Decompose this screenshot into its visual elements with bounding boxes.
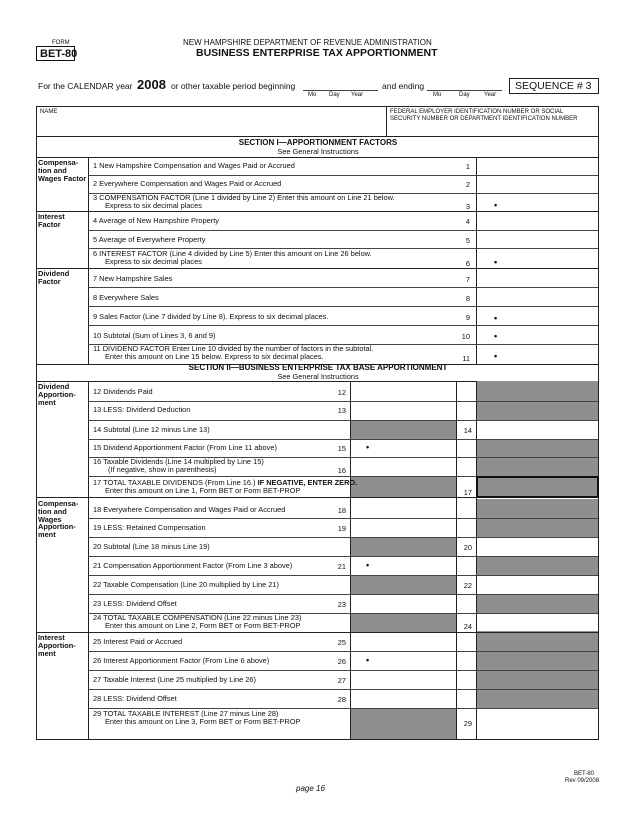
line-15-num: 15 bbox=[337, 444, 346, 453]
begin-year: Year bbox=[351, 92, 364, 98]
name-box-bottom bbox=[36, 136, 599, 137]
s1-group-dividend: Dividend Factor bbox=[38, 269, 70, 286]
line-22-amount-field[interactable] bbox=[478, 576, 596, 593]
line-14-amount-field[interactable] bbox=[478, 421, 596, 438]
decimal-point-icon: • bbox=[494, 351, 498, 361]
s2-label-col bbox=[88, 381, 89, 739]
footer-form-id: BET-80 bbox=[574, 771, 595, 777]
line-5-text: 5 Average of Everywhere Property bbox=[93, 235, 206, 244]
table-left-border bbox=[36, 136, 37, 739]
line-6-num: 6 bbox=[465, 259, 470, 268]
line-20-amount-field[interactable] bbox=[478, 538, 596, 555]
line-23-num: 23 bbox=[337, 600, 346, 609]
line-1-text: 1 New Hampshire Compensation and Wages Paid or Accrued bbox=[93, 161, 295, 170]
s2-row-sep bbox=[88, 594, 598, 595]
line-16-amount-field[interactable] bbox=[352, 458, 454, 475]
line-17-text-bold: IF NEGATIVE, ENTER ZERO. bbox=[257, 478, 358, 487]
line-9-text: 9 Sales Factor (Line 7 divided by Line 8). Express to six decimal places. bbox=[93, 312, 329, 321]
form-number: BET-80 bbox=[40, 48, 78, 60]
line-18-amount-field[interactable] bbox=[352, 499, 454, 517]
section2-subtitle: See General Instructions bbox=[277, 372, 359, 381]
line-25-amount-field[interactable] bbox=[352, 633, 454, 650]
s1-amount-col bbox=[476, 157, 477, 364]
section1-title: SECTION I—APPORTIONMENT FACTORS bbox=[238, 138, 398, 147]
line-29-amount-field[interactable] bbox=[478, 710, 596, 738]
line-7-amount-field[interactable] bbox=[478, 269, 596, 286]
tax-year: 2008 bbox=[137, 77, 166, 92]
line-1-amount-field[interactable] bbox=[478, 158, 596, 174]
line-15-amount-field[interactable] bbox=[352, 440, 454, 456]
form-label: FORM bbox=[52, 40, 70, 46]
line-3-text-2: Express to six decimal places bbox=[105, 201, 202, 210]
table-right-border bbox=[598, 136, 599, 739]
line-3-text: 3 COMPENSATION FACTOR (Line 1 divided by Line 2) Enter this amount on Line 21 below. bbox=[93, 193, 395, 202]
line-23-text: 23 LESS: Dividend Offset bbox=[93, 599, 177, 608]
fein-field[interactable] bbox=[388, 123, 596, 135]
line-28-amount-field[interactable] bbox=[352, 690, 454, 707]
department-name: NEW HAMPSHIRE DEPARTMENT OF REVENUE ADMINISTRATION bbox=[183, 38, 432, 47]
shaded-area bbox=[350, 613, 456, 632]
s2-group-comp: Compensa-tion and Wages Apportion-ment bbox=[38, 499, 79, 540]
line-26-text: 26 Interest Apportionment Factor (From Line 6 above) bbox=[93, 656, 270, 665]
line-13-text: 13 LESS: Dividend Deduction bbox=[93, 405, 191, 414]
line-22-num: 22 bbox=[463, 581, 472, 590]
line-4-text: 4 Average of New Hampshire Property bbox=[93, 216, 219, 225]
line-4-amount-field[interactable] bbox=[478, 212, 596, 229]
name-field[interactable] bbox=[38, 118, 384, 134]
s1-group-interest: Interest Factor bbox=[38, 212, 65, 229]
line-8-num: 8 bbox=[465, 294, 470, 303]
fein-label-1: FEDERAL EMPLOYER IDENTIFICATION NUMBER OR SOCIAL bbox=[390, 109, 564, 115]
line-14-text: 14 Subtotal (Line 12 minus Line 13) bbox=[93, 425, 210, 434]
line-3-num: 3 bbox=[465, 202, 470, 211]
line-17-text-main: 17 TOTAL TAXABLE DIVIDENDS (From Line 16.) bbox=[93, 478, 256, 487]
line-13-amount-field[interactable] bbox=[352, 402, 454, 419]
line-18-text: 18 Everywhere Compensation and Wages Paid or Accrued bbox=[93, 505, 286, 514]
line-24-text: 24 TOTAL TAXABLE COMPENSATION (Line 22 minus Line 23) bbox=[93, 613, 302, 622]
s2-group-sep bbox=[36, 632, 599, 633]
table-bottom-border bbox=[36, 739, 599, 740]
line-17-text-2: Enter this amount on Line 1, Form BET or Form BET-PROP bbox=[105, 486, 301, 495]
line-5-num: 5 bbox=[465, 236, 470, 245]
fein-label-2: SECURITY NUMBER OR DEPARTMENT IDENTIFICATION NUMBER bbox=[390, 116, 578, 122]
and-ending: and ending bbox=[382, 81, 425, 91]
page-number: page 16 bbox=[296, 784, 325, 793]
shaded-area bbox=[476, 594, 598, 613]
line-14-num: 14 bbox=[463, 426, 472, 435]
s1-label-col bbox=[88, 157, 89, 364]
line-17-amount-field[interactable] bbox=[478, 478, 596, 496]
s2-row-sep bbox=[88, 439, 598, 440]
section2-title: SECTION II—BUSINESS ENTERPRISE TAX BASE APPORTIONMENT bbox=[188, 363, 448, 372]
line-10-num: 10 bbox=[461, 332, 470, 341]
line-10-amount-field[interactable] bbox=[478, 326, 596, 343]
line-24-num: 24 bbox=[463, 622, 472, 631]
s2-group-dividend: Dividend Apportion-ment bbox=[38, 382, 76, 407]
sequence-number: SEQUENCE # 3 bbox=[515, 80, 592, 92]
calendar-suffix: or other taxable period beginning bbox=[171, 81, 296, 91]
line-7-text: 7 New Hampshire Sales bbox=[93, 274, 173, 283]
line-29-num: 29 bbox=[463, 719, 472, 728]
name-fein-divider bbox=[386, 106, 387, 136]
line-8-amount-field[interactable] bbox=[478, 288, 596, 305]
line-20-num: 20 bbox=[463, 543, 472, 552]
line-17-num: 17 bbox=[463, 488, 472, 497]
line-26-amount-field[interactable] bbox=[352, 652, 454, 669]
line-21-amount-field[interactable] bbox=[352, 557, 454, 574]
line-12-amount-field[interactable] bbox=[352, 383, 454, 400]
name-box-top bbox=[36, 106, 599, 107]
line-20-text: 20 Subtotal (Line 18 minus Line 19) bbox=[93, 542, 210, 551]
shaded-area bbox=[350, 709, 456, 739]
line-27-amount-field[interactable] bbox=[352, 671, 454, 688]
line-28-text: 28 LESS: Dividend Offset bbox=[93, 694, 177, 703]
name-box-left bbox=[36, 106, 37, 136]
line-11-text: 11 DIVIDEND FACTOR Enter Line 10 divided by the number of factors in the subtotal. bbox=[93, 344, 374, 353]
line-28-num: 28 bbox=[337, 695, 346, 704]
line-11-text-2: Enter this amount on Line 15 below. Express to six decimal places. bbox=[105, 352, 324, 361]
line-15-text: 15 Dividend Apportionment Factor (From Line 11 above) bbox=[93, 443, 277, 452]
line-9-amount-field[interactable] bbox=[478, 307, 596, 324]
decimal-point-icon: • bbox=[366, 442, 370, 452]
line-29-text: 29 TOTAL TAXABLE INTEREST (Line 27 minus Line 28) bbox=[93, 709, 279, 718]
line-19-amount-field[interactable] bbox=[352, 519, 454, 536]
line-25-text: 25 Interest Paid or Accrued bbox=[93, 637, 183, 646]
line-22-text: 22 Taxable Compensation (Line 20 multiplied by Line 21) bbox=[93, 580, 279, 589]
shaded-area bbox=[476, 556, 598, 576]
end-mo: Mo bbox=[433, 92, 442, 98]
shaded-area bbox=[350, 575, 456, 594]
line-13-num: 13 bbox=[337, 406, 346, 415]
line-16-num: 16 bbox=[337, 466, 346, 475]
s2-row-sep bbox=[88, 556, 598, 557]
begin-mo: Mo bbox=[308, 92, 317, 98]
line-18-num: 18 bbox=[337, 506, 346, 515]
line-4-num: 4 bbox=[465, 217, 470, 226]
line-29-text-2: Enter this amount on Line 3, Form BET or Form BET-PROP bbox=[105, 717, 301, 726]
s2-row-sep bbox=[88, 670, 598, 671]
line-1-num: 1 bbox=[465, 162, 470, 171]
line-7-num: 7 bbox=[465, 275, 470, 284]
line-24-text-2: Enter this amount on Line 2, Form BET or Form BET-PROP bbox=[105, 621, 301, 630]
line-11-num: 11 bbox=[462, 354, 470, 363]
s2-mid-col bbox=[350, 381, 351, 739]
decimal-point-icon: • bbox=[494, 200, 498, 210]
name-box-right bbox=[598, 106, 599, 136]
line-6-amount-field[interactable] bbox=[478, 249, 596, 267]
s2-row-sep bbox=[88, 401, 598, 402]
form-title: BUSINESS ENTERPRISE TAX APPORTIONMENT bbox=[196, 47, 438, 59]
section1-subtitle: See General Instructions bbox=[277, 147, 359, 156]
end-day: Day bbox=[459, 92, 470, 98]
end-year: Year bbox=[484, 92, 497, 98]
line-9-num: 9 bbox=[465, 313, 470, 322]
shaded-area bbox=[350, 420, 456, 439]
line-2-text: 2 Everywhere Compensation and Wages Paid or Accrued bbox=[93, 179, 282, 188]
end-date-field[interactable] bbox=[427, 90, 502, 91]
decimal-point-icon: • bbox=[494, 257, 498, 267]
begin-date-field[interactable] bbox=[303, 90, 378, 91]
line-3-amount-field[interactable] bbox=[478, 194, 596, 210]
line-21-num: 21 bbox=[337, 562, 346, 571]
line-2-num: 2 bbox=[465, 180, 470, 189]
s2-row-sep bbox=[88, 518, 598, 519]
s2-row-sep bbox=[88, 689, 598, 690]
s2-amount-col bbox=[476, 381, 477, 739]
name-label: NAME bbox=[40, 109, 58, 115]
line-19-text: 19 LESS: Retained Compensation bbox=[93, 523, 206, 532]
line-16-text-2: (If negative, show in parenthesis) bbox=[108, 465, 217, 474]
line-8-text: 8 Everywhere Sales bbox=[93, 293, 159, 302]
decimal-point-icon: • bbox=[366, 655, 370, 665]
shaded-area bbox=[350, 537, 456, 556]
line-2-amount-field[interactable] bbox=[478, 176, 596, 192]
line-23-amount-field[interactable] bbox=[352, 595, 454, 612]
calendar-prefix: For the CALENDAR year bbox=[38, 81, 133, 91]
s1-group-comp: Compensa-tion and Wages Factor bbox=[38, 158, 87, 183]
line-6-text: 6 INTEREST FACTOR (Line 4 divided by Line 5) Enter this amount on Line 26 below. bbox=[93, 249, 372, 258]
s2-group-interest: Interest Apportion-ment bbox=[38, 633, 76, 658]
line-26-num: 26 bbox=[337, 657, 346, 666]
footer-revision: Rev 09/2008 bbox=[565, 778, 600, 784]
line-12-text: 12 Dividends Paid bbox=[93, 387, 153, 396]
line-27-num: 27 bbox=[337, 676, 346, 685]
line-19-num: 19 bbox=[337, 524, 346, 533]
s2-row-sep bbox=[88, 651, 598, 652]
decimal-point-icon: • bbox=[494, 331, 498, 341]
line-24-amount-field[interactable] bbox=[478, 614, 596, 631]
line-12-num: 12 bbox=[337, 388, 346, 397]
line-27-text: 27 Taxable Interest (Line 25 multiplied by Line 26) bbox=[93, 675, 256, 684]
line-5-amount-field[interactable] bbox=[478, 231, 596, 247]
line-10-text: 10 Subtotal (Sum of Lines 3, 6 and 9) bbox=[93, 331, 216, 340]
line-21-text: 21 Compensation Apportionment Factor (From Line 3 above) bbox=[93, 561, 293, 570]
line-11-amount-field[interactable] bbox=[478, 345, 596, 363]
line-6-text-2: Express to six decimal places bbox=[105, 257, 202, 266]
line-16-text: 16 Taxable Dividends (Line 14 multiplied by Line 15) bbox=[93, 457, 264, 466]
decimal-point-icon: • bbox=[494, 313, 498, 323]
begin-day: Day bbox=[329, 92, 340, 98]
shaded-area bbox=[350, 476, 456, 497]
line-25-num: 25 bbox=[337, 638, 346, 647]
decimal-point-icon: • bbox=[366, 560, 370, 570]
